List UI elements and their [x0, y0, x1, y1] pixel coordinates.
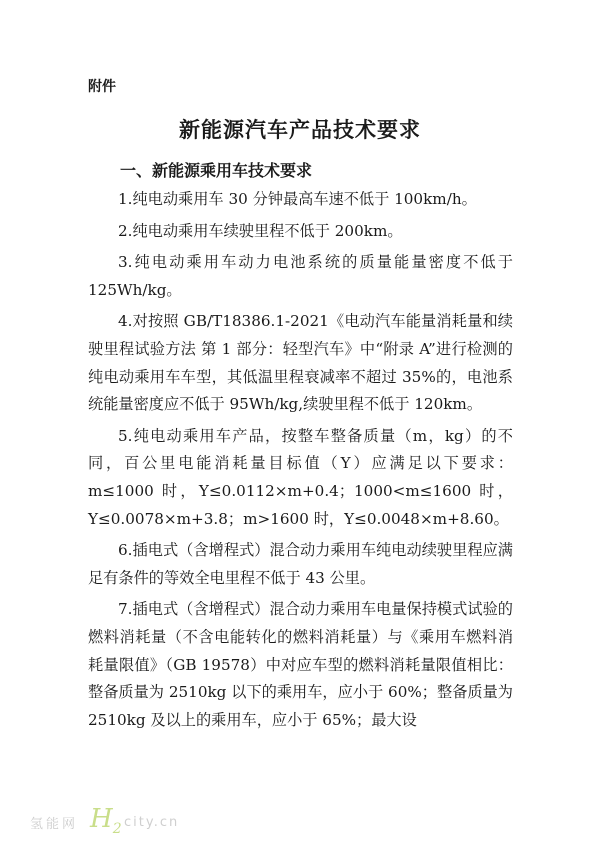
paragraph-4: 4.对按照 GB/T18386.1-2021《电动汽车能量消耗量和续驶里程试验方法 第 1 部分：轻型汽车》中“附录 A”进行检测的纯电动乘用车车型，其低温里程衰减率不超过 35%的，电池系统能量密度应不低于 95Wh/kg,续驶里程不低于 120km。	[88, 312, 513, 414]
paragraph-3: 3.纯电动乘用车动力电池系统的质量能量密度不低于 125Wh/kg。	[88, 253, 513, 299]
paragraph-5: 5.纯电动乘用车产品，按整车整备质量（m，kg）的不同，百公里电能消耗量目标值（Y）应满足以下要求：m≤1000 时，Y≤0.0112×m+0.4；1000<m≤1600 时，Y≤0.0078×m+3.8；m>1600 时，Y≤0.0048×m+8.60。	[88, 426, 513, 528]
document-title: 新能源汽车产品技术要求	[179, 117, 421, 142]
watermark-h2-logo	[90, 804, 122, 837]
document-body	[88, 186, 513, 738]
watermark-url: city.cn	[124, 815, 180, 830]
watermark-h2-subscript: 2	[112, 821, 122, 838]
watermark-h2-letter: H	[90, 804, 113, 834]
paragraph-6: 6.插电式（含增程式）混合动力乘用车纯电动续驶里程应满足有条件的等效全电里程不低于 43 公里。	[88, 541, 513, 587]
paragraph-2: 2.纯电动乘用车续驶里程不低于 200km。	[118, 221, 403, 240]
paragraph-1: 1.纯电动乘用车 30 分钟最高车速不低于 100km/h。	[118, 190, 477, 208]
watermark-text: 氢能网	[30, 817, 79, 832]
paragraph-7: 7.插电式（含增程式）混合动力乘用车电量保持模式试验的燃料消耗量（不含电能转化的燃料消耗量）与《乘用车燃料消耗量限值》（GB 19578）中对应车型的燃料消耗量限值相比：整备质量为 2510kg 以下的乘用车，应小于 60%；整备质量为 2510kg 及以上的乘用车，应小于 65%；最大设	[88, 600, 513, 729]
section-heading: 一、新能源乘用车技术要求	[120, 161, 313, 180]
attachment-label: 附件	[88, 79, 116, 95]
